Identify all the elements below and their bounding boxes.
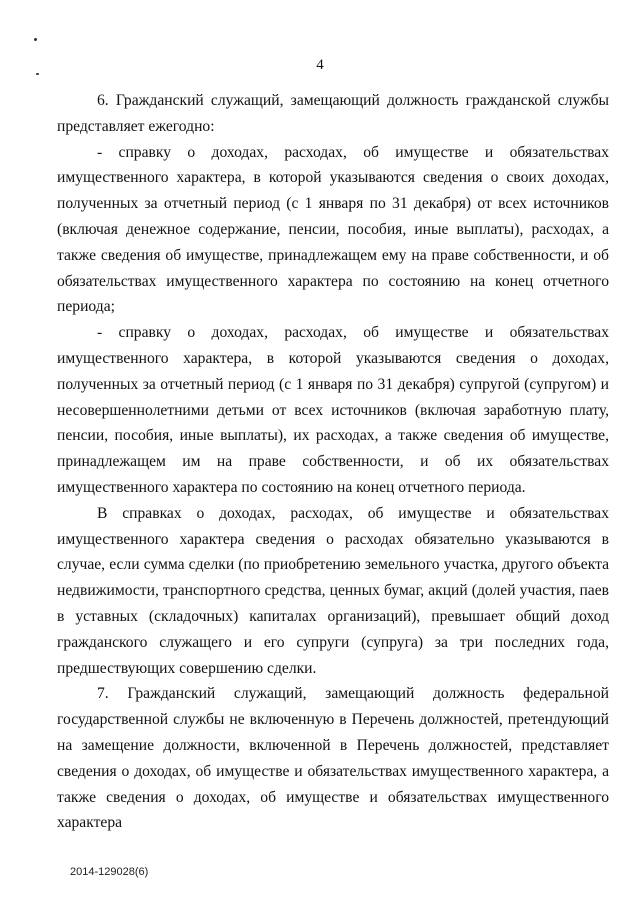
paragraph-6-intro: 6. Гражданский служащий, замещающий должность гражданской службы представляет ежегодно: — [57, 92, 609, 135]
paragraph-7: 7. Гражданский служащий, замещающий должность федеральной государственной службы не включенную в Перечень должностей, претендующий на замещение должности, включенной в Перечень должностей, представляет сведения о доходах, об имуществе и обязательствах имущественного характера, а также сведения о доходах, об имуществе и обязательствах имущественного характера — [57, 685, 609, 832]
list-item-family-income: - справку о доходах, расходах, об имуществе и обязательствах имущественного характера, в которой указываются сведения о доходах, полученных за отчетный период (с 1 января по 31 декабря) супругой (супругом) и несовершеннолетними детьми от всех источников (включая заработную плату, пенсии, пособия, иные выплаты), их расходах, а также сведения об имуществе, принадлежащем им на праве собственности, и об их обязательствах имущественного характера по состоянию на конец отчетного периода. — [57, 324, 609, 496]
document-body — [57, 88, 609, 836]
paragraph-expenses: В справках о доходах, расходах, об имуществе и обязательствах имущественного характера сведения о расходах обязательно указываются в случае, если сумма сделки (по приобретению земельного участка, другого объекта недвижимости, транспортного средства, ценных бумаг, акций (долей участия, паев в уставных (складочных) капиталах организаций), превышает общий доход гражданского служащего и его супруги (супруга) за три последних года, предшествующих совершению сделки. — [57, 504, 609, 677]
list-item-own-income: - справку о доходах, расходах, об имуществе и обязательствах имущественного характера, в которой указываются сведения о своих доходах, полученных за отчетный период (с 1 января по 31 декабря) от всех источников (включая денежное содержание, пенсии, пособия, иные выплаты), расходах, а также сведения об имуществе, принадлежащем ему на праве собственности, и об обязательствах имущественного характера по состоянию на конец отчетного периода; — [57, 143, 609, 316]
page-number: 4 — [316, 57, 324, 73]
scan-speck — [34, 38, 37, 41]
document-code: 2014-129028(6) — [70, 866, 149, 878]
